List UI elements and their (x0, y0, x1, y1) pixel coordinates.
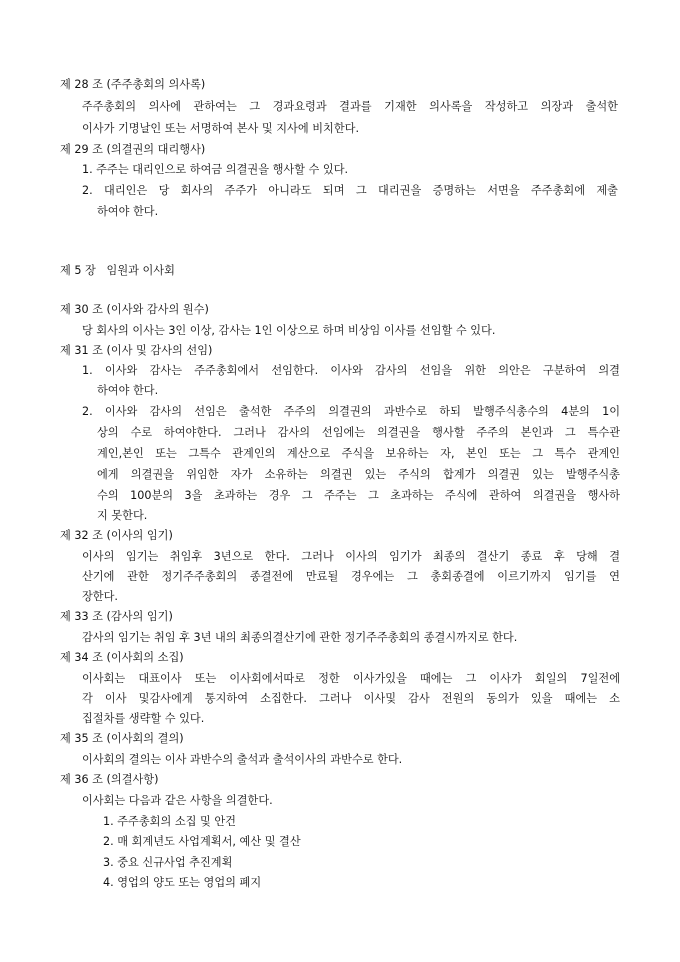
article-29-item-2-line-2: 하여야 한다. (97, 205, 159, 218)
article-35-line: 이사회의 결의는 이사 과반수의 출석과 출석이사의 과반수로 한다. (82, 753, 403, 766)
article-28-line-2: 이사가 기명날인 또는 서명하여 본사 및 지사에 비치한다. (82, 122, 360, 135)
article-33-line: 감사의 임기는 취임 후 3년 내의 최종의결산기에 관한 정기주주총회의 종결시까지로 한다. (82, 631, 518, 644)
article-31-item-1-line-2: 하여야 한다. (97, 384, 159, 397)
article-31-item-2-line-5: 수의 100분의 3을 초과하는 경우 그 주주는 그 초과하는 주식에 관하여 의결권을 행사하 (97, 489, 620, 502)
article-30-heading: 제 30 조 (이사와 감사의 원수) (60, 303, 209, 316)
article-28-heading: 제 28 조 (주주총회의 의사록) (60, 78, 206, 91)
article-36-item-4: 4. 영업의 양도 또는 영업의 폐지 (103, 876, 262, 889)
article-32-line-3: 장한다. (82, 590, 118, 603)
article-33-heading: 제 33 조 (감사의 임기) (60, 610, 173, 623)
article-36-item-3: 3. 중요 신규사업 추진계획 (103, 856, 233, 869)
article-34-line-2: 각 이사 및감사에게 통지하여 소집한다. 그러나 이사및 감사 전원의 동의가 있을 때에는 소 (82, 692, 620, 705)
article-29-item-2-line-1: 2. 대리인은 당 회사의 주주가 아니라도 되며 그 대리권을 증명하는 서면을 주주총회에 제출 (82, 184, 618, 197)
article-32-heading: 제 32 조 (이사의 임기) (60, 529, 173, 542)
article-30-line: 당 회사의 이사는 3인 이상, 감사는 1인 이상으로 하며 비상임 이사를 선임할 수 있다. (82, 324, 496, 337)
article-31-heading: 제 31 조 (이사 및 감사의 선임) (60, 344, 213, 357)
article-35-heading: 제 35 조 (이사회의 결의) (60, 732, 184, 745)
article-34-heading: 제 34 조 (이사회의 소집) (60, 651, 184, 664)
article-36-item-1: 1. 주주총회의 소집 및 안건 (103, 815, 236, 828)
article-36-intro: 이사회는 다음과 같은 사항을 의결한다. (82, 794, 273, 807)
article-32-line-2: 산기에 관한 정기주주총회의 종결전에 만료될 경우에는 그 총회종결에 이르기까지 임기를 연 (82, 570, 620, 583)
article-31-item-2-line-2: 상의 수로 하여야한다. 그러나 감사의 선임에는 의결권을 행사할 주주의 본인과 그 특수관 (97, 426, 620, 439)
article-29-item-1: 1. 주주는 대리인으로 하여금 의결권을 행사할 수 있다. (82, 163, 349, 176)
article-31-item-2-line-6: 지 못한다. (97, 509, 148, 522)
article-31-item-2-line-4: 에게 의결권을 위임한 자가 소유하는 의결권 있는 주식의 합계가 의결권 있는 발행주식총 (97, 468, 620, 481)
article-28-line-1: 주주총회의 의사에 관하여는 그 경과요령과 결과를 기재한 의사록을 작성하고 의장과 출석한 (82, 100, 618, 113)
article-32-line-1: 이사의 임기는 취임후 3년으로 한다. 그러나 이사의 임기가 최종의 결산기 종료 후 당해 결 (82, 550, 620, 563)
article-31-item-2-line-3: 계인,본인 또는 그특수 관계인의 계산으로 주식을 보유하는 자, 본인 또는 그 특수 관계인 (97, 447, 620, 460)
article-36-heading: 제 36 조 (의결사항) (60, 773, 159, 786)
article-31-item-1-line-1: 1. 이사와 감사는 주주총회에서 선임한다. 이사와 감사의 선임을 위한 의안은 구분하여 의결 (82, 364, 620, 377)
article-36-item-2: 2. 매 회계년도 사업계획서, 예산 및 결산 (103, 835, 301, 848)
chapter-5-title: 제 5 장 임원과 이사회 (60, 264, 175, 277)
article-31-item-2-line-1: 2. 이사와 감사의 선임은 출석한 주주의 의결권의 과반수로 하되 발행주식총수의 4분의 1이 (82, 405, 620, 418)
article-34-line-1: 이사회는 대표이사 또는 이사회에서따로 정한 이사가있을 때에는 그 이사가 회일의 7일전에 (82, 672, 620, 685)
article-34-line-3: 집절차를 생략할 수 있다. (82, 712, 205, 725)
article-29-heading: 제 29 조 (의결권의 대리행사) (60, 143, 206, 156)
